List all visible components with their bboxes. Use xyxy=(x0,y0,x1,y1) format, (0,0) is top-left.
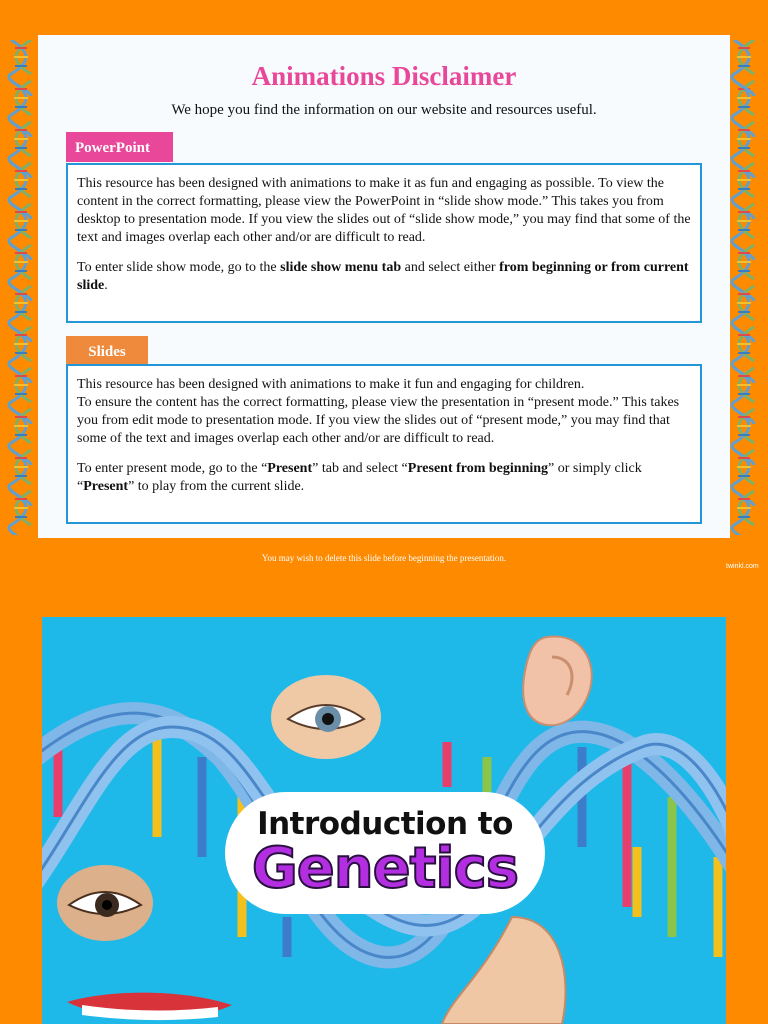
title-line-1: Introduction to xyxy=(257,806,513,842)
slides-tab: Slides xyxy=(66,336,148,366)
slides-paragraph-2 xyxy=(77,460,691,496)
watermark: twinkl.com xyxy=(726,563,759,570)
brown-eye-icon xyxy=(57,865,153,941)
powerpoint-tab: PowerPoint xyxy=(66,132,173,162)
powerpoint-paragraph-1: This resource has been designed with animations to make it as fun and engaging as possible. To view the content in the correct formatting, please view the PowerPoint in “slide show mode.” This takes you from desktop to presentation mode. If you view the slides out of “slide show mode,” you may find that some of the text and images overlap each other and/or are difficult to read. xyxy=(77,176,691,245)
dna-border-left xyxy=(6,40,36,535)
ear-icon xyxy=(523,636,592,725)
text-span: ” to play from the current slide. xyxy=(128,479,305,494)
text-span: ” tab and select “ xyxy=(312,461,408,476)
powerpoint-paragraph-2 xyxy=(77,259,691,295)
text-span: To enter slide show mode, go to the xyxy=(77,260,281,275)
text-span: To ensure the content has the correct formatting, please view the presentation in “present mode.” This takes you from edit mode to presentation mode. If you view the slides out of “present mode,” you may find that some of the text and images overlap each other and/or are difficult to read. xyxy=(77,395,680,446)
powerpoint-info-box xyxy=(66,163,702,323)
bold-span: Present from beginning xyxy=(407,461,549,476)
title-pill xyxy=(225,792,545,914)
title-line-2: Genetics xyxy=(251,836,519,901)
text-span: . xyxy=(104,278,108,293)
text-span: To enter present mode, go to the “ xyxy=(77,461,268,476)
text-span: and select either xyxy=(401,260,500,275)
bold-span: slide show menu tab xyxy=(280,260,402,275)
bold-span: Present xyxy=(267,461,313,476)
mouth-icon xyxy=(67,993,232,1020)
slides-info-box xyxy=(66,364,702,524)
title-slide xyxy=(42,617,726,1024)
nose-icon xyxy=(442,917,565,1024)
disclaimer-slide xyxy=(38,35,730,538)
dna-border-right xyxy=(729,40,759,535)
eye-icon xyxy=(271,675,381,759)
slides-paragraph-1 xyxy=(77,376,691,448)
footnote: You may wish to delete this slide before beginning the presentation. xyxy=(261,553,507,563)
bold-span: from beginning or from current slide xyxy=(77,260,689,293)
text-span: This resource has been designed with animations to make it fun and engaging for children. xyxy=(77,377,585,392)
text-span: ” or simply click “ xyxy=(77,461,642,494)
bold-span: Present xyxy=(83,479,129,494)
slide-subtitle: We hope you find the information on our website and resources useful. xyxy=(171,102,597,118)
slide-title: Animations Disclaimer xyxy=(251,61,517,91)
